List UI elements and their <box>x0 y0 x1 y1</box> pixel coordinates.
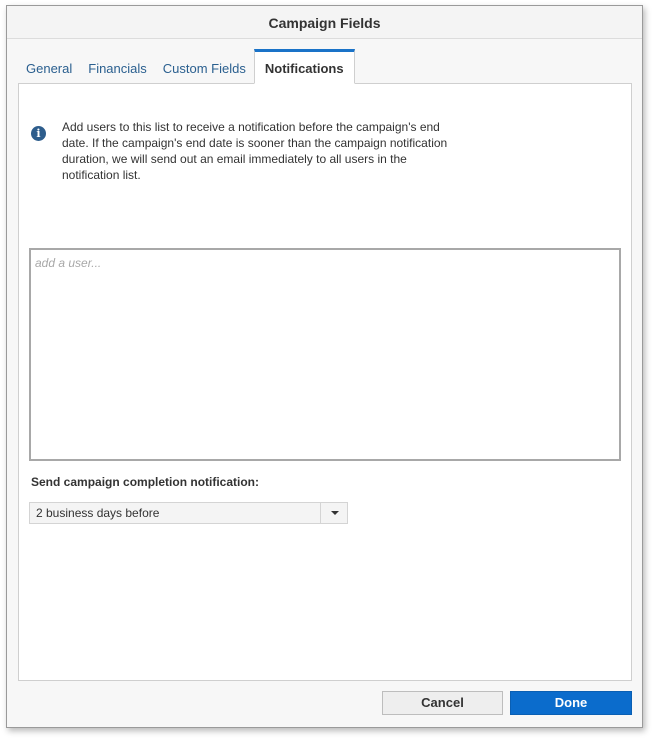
tab-general[interactable]: General <box>26 61 73 76</box>
tab-bar <box>18 49 355 84</box>
done-button[interactable]: Done <box>510 691 632 715</box>
tab-financials[interactable]: Financials <box>88 61 147 76</box>
cancel-button[interactable]: Cancel <box>382 691 503 715</box>
info-message-line: date. If the campaign's end date is sooner than the campaign notification <box>62 136 448 150</box>
add-user-input[interactable] <box>35 254 595 272</box>
campaign-fields-dialog <box>6 5 643 728</box>
info-circle-icon: i <box>31 126 46 141</box>
info-message <box>62 119 502 183</box>
info-message-line: notification list. <box>62 168 141 182</box>
dialog-title: Campaign Fields <box>7 6 642 39</box>
notification-user-list[interactable] <box>29 248 621 461</box>
caret-down-icon[interactable] <box>320 503 347 523</box>
completion-notification-label: Send campaign completion notification: <box>31 475 260 489</box>
tab-custom-fields[interactable]: Custom Fields <box>162 61 246 76</box>
notifications-panel <box>18 83 632 681</box>
completion-notification-value: 2 business days before <box>36 506 160 520</box>
completion-notification-select[interactable] <box>29 502 348 524</box>
info-message-line: duration, we will send out an email immediately to all users in the <box>62 152 407 166</box>
info-message-line: Add users to this list to receive a notification before the campaign's end <box>62 120 440 134</box>
tab-notifications[interactable]: Notifications <box>254 49 355 84</box>
